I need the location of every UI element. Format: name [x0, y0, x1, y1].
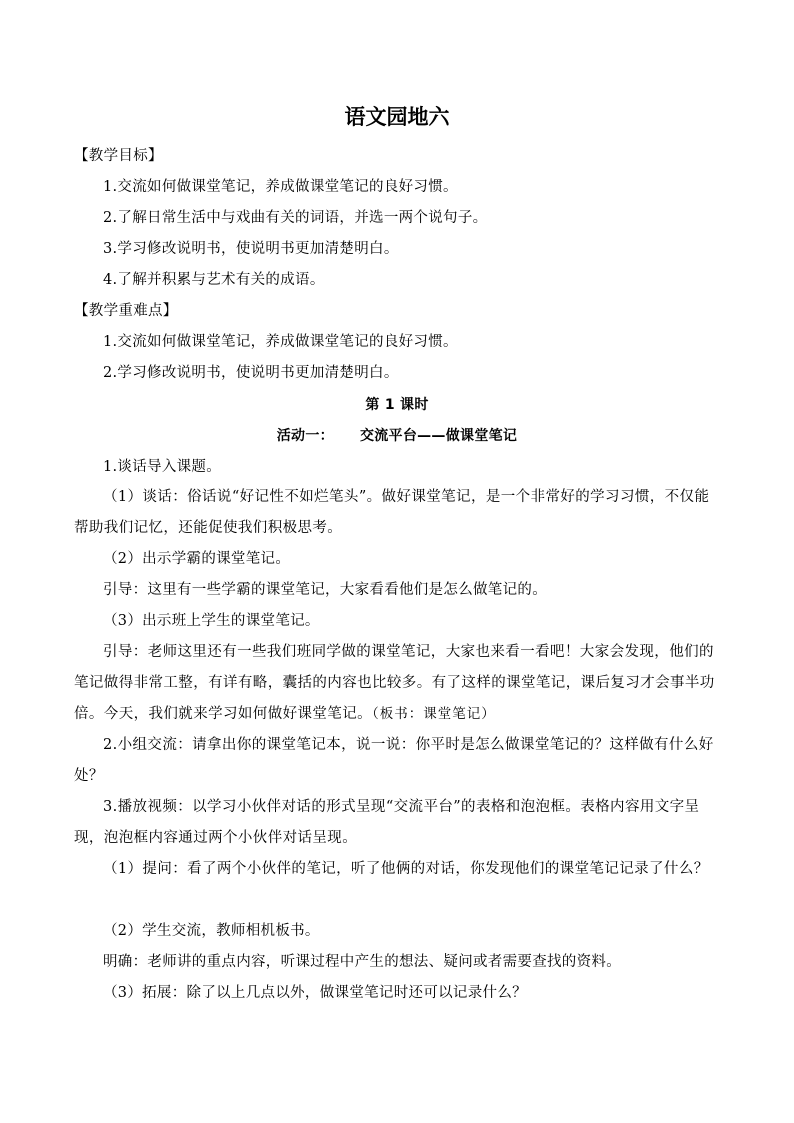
guide-2-paragraph [74, 637, 724, 730]
goal-item: 4.了解并积累与艺术有关的成语。 [103, 272, 325, 288]
activity-label: 活动一： [276, 428, 334, 444]
step-3-1-paragraph: （1）提问：看了两个小伙伴的笔记，听了他俩的对话，你发现他们的课堂笔记记录了什么？ [103, 861, 709, 877]
document-title: 语文园地六 [344, 105, 450, 129]
goal-item: 2.了解日常生活中与戏曲有关的词语，并选一两个说句子。 [103, 210, 488, 226]
step-3-2: （2）学生交流，教师相机板书。 [103, 923, 320, 939]
step-1: 1.谈话导入课题。 [103, 459, 222, 475]
step-1-1-paragraph: （1）谈话：俗话说“好记性不如烂笔头”。做好课堂笔记，是一个非常好的学习习惯，不仅能帮助我们记忆，还能促使我们积极思考。 [74, 489, 710, 536]
clarify-text: 明确：老师讲的重点内容，听课过程中产生的想法、疑问或者需要查找的资料。 [103, 954, 621, 970]
activity-title: 交流平台——做课堂笔记 [359, 428, 518, 444]
guide-2-text: 引导：老师这里还有一些我们班同学做的课堂笔记，大家也来看一看吧！大家会发现，他们的笔记做得非常工整，有详有略，囊括的内容也比较多。有了这样的课堂笔记，课后复习才会事半功倍。今天，我们就来学习如何做好课堂笔记。 [74, 644, 715, 722]
goal-item: 3.学习修改说明书，使说明书更加清楚明白。 [103, 241, 399, 257]
step-3-paragraph: 3.播放视频：以学习小伙伴对话的形式呈现“交流平台”的表格和泡泡框。表格内容用文字呈现，泡泡框内容通过两个小伙伴对话呈现。 [74, 799, 700, 846]
board-note: （板书：课堂笔记） [372, 706, 496, 722]
goals-heading: 【教学目标】 [74, 148, 163, 164]
key-point-item: 1.交流如何做课堂笔记，养成做课堂笔记的良好习惯。 [103, 334, 458, 350]
step-1-3: （3）出示班上学生的课堂笔记。 [103, 613, 320, 629]
key-points-heading: 【教学重难点】 [74, 303, 178, 319]
step-3-3: （3）拓展：除了以上几点以外，做课堂笔记时还可以记录什么？ [103, 985, 527, 1001]
step-2-paragraph: 2.小组交流：请拿出你的课堂笔记本，说一说：你平时是怎么做课堂笔记的？这样做有什么好处？ [74, 737, 714, 784]
lesson-title: 第 1 课时 [365, 397, 429, 413]
activity-heading [0, 426, 794, 446]
step-1-2: （2）出示学霸的课堂笔记。 [103, 551, 291, 567]
goal-item: 1.交流如何做课堂笔记，养成做课堂笔记的良好习惯。 [103, 179, 458, 195]
key-point-item: 2.学习修改说明书，使说明书更加清楚明白。 [103, 365, 399, 381]
guide-1: 引导：这里有一些学霸的课堂笔记，大家看看他们是怎么做笔记的。 [103, 582, 547, 598]
